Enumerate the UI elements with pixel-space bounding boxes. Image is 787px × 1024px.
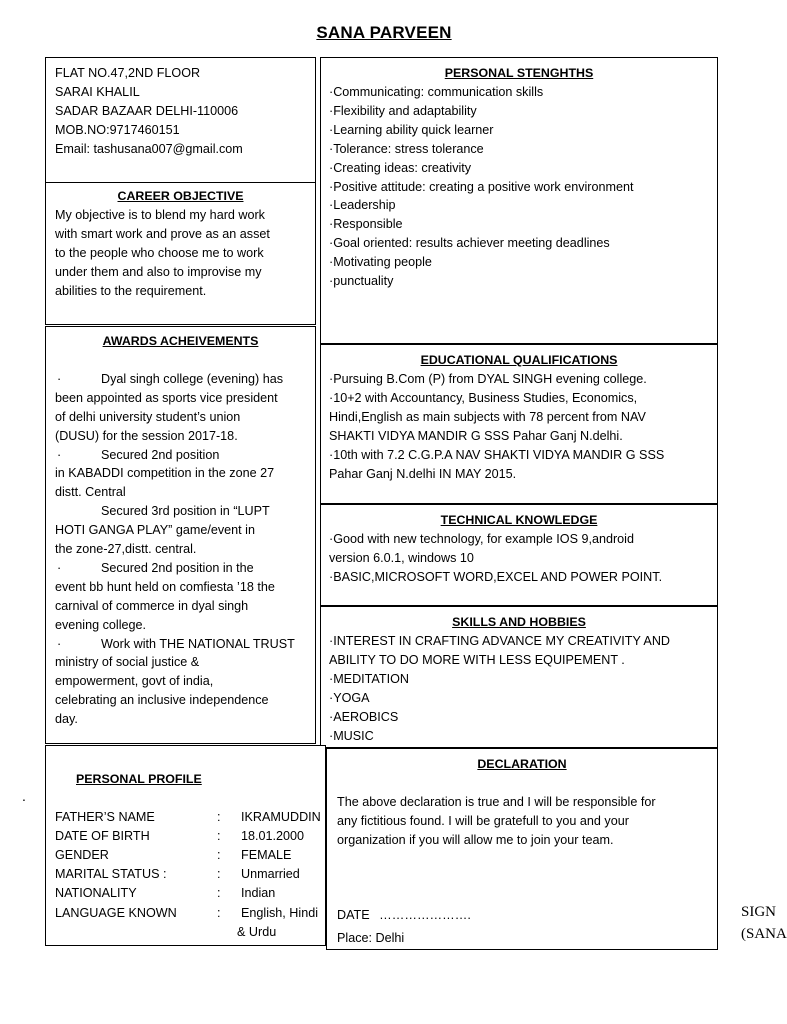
technical-text: ·BASIC,MICROSOFT WORD,EXCEL AND POWER POINT.	[329, 569, 663, 584]
personal-profile-box	[45, 745, 326, 946]
award-text: empowerment, govt of india,	[55, 674, 214, 689]
award-text: (DUSU) for the session 2017-18.	[55, 428, 238, 443]
award-text: celebrating an inclusive independence	[55, 693, 269, 708]
awards-heading: AWARDS ACHEIVEMENTS	[102, 334, 259, 348]
skill-item: ·AEROBICS	[329, 709, 399, 724]
education-text: ·Pursuing B.Com (P) from DYAL SINGH evening college.	[329, 372, 647, 386]
career-objective-heading: CAREER OBJECTIVE	[117, 189, 244, 203]
profile-value: English, Hindi	[241, 906, 319, 920]
signature-name: (SANA	[741, 926, 787, 942]
strength-item: ·Flexibility and adaptability	[329, 103, 477, 118]
career-objective-text: under them and also to improvise my	[55, 264, 262, 279]
address-line: SADAR BAZAAR DELHI-110006	[55, 103, 239, 118]
strength-item: ·Leadership	[329, 198, 396, 213]
profile-value: IKRAMUDDIN	[241, 810, 321, 824]
award-text: event bb hunt held on comfiesta ’18 the	[55, 579, 275, 594]
profile-colon: :	[217, 829, 221, 843]
award-text: Secured 2nd position in the	[101, 560, 254, 575]
profile-value: Unmarried	[241, 867, 300, 881]
awards-box	[45, 326, 316, 744]
skill-item: ·MEDITATION	[329, 671, 409, 686]
address-box	[45, 57, 316, 183]
profile-colon: :	[217, 867, 221, 881]
profile-label: LANGUAGE KNOWN	[55, 906, 177, 920]
profile-colon: :	[217, 848, 221, 862]
award-text: the zone-27,distt. central.	[55, 542, 197, 557]
award-text: been appointed as sports vice president	[55, 390, 278, 405]
education-text: ·10th with 7.2 C.G.P.A NAV SHAKTI VIDYA MANDIR G SSS	[329, 447, 665, 462]
skill-item: ·YOGA	[329, 690, 370, 705]
award-text: Secured 2nd position	[101, 447, 220, 462]
profile-label: MARITAL STATUS :	[55, 867, 167, 881]
technical-knowledge-heading: TECHNICAL KNOWLEDGE	[440, 513, 598, 527]
skill-item: ·MUSIC	[329, 728, 374, 743]
profile-colon: :	[217, 886, 221, 900]
profile-value: Indian	[241, 886, 276, 900]
profile-label: DATE OF BIRTH	[55, 829, 150, 843]
declaration-heading: DECLARATION	[477, 757, 567, 771]
skill-item: ·INTEREST IN CRAFTING ADVANCE MY CREATIVITY AND	[329, 634, 671, 648]
profile-value: FEMALE	[241, 848, 292, 862]
date-label: DATE	[337, 908, 370, 922]
personal-strengths-heading: PERSONAL STENGHTHS	[444, 66, 594, 80]
award-text: in KABADDI competition in the zone 27	[55, 466, 275, 481]
place: Place: Delhi	[337, 931, 405, 945]
education-text: Hindi,English as main subjects with 78 percent from NAV	[329, 409, 646, 424]
technical-text: ·Good with new technology, for example IOS 9,android	[329, 532, 634, 546]
strength-item: ·punctuality	[329, 274, 394, 289]
signature-label: SIGN	[741, 904, 777, 920]
stray-mark: .	[22, 788, 26, 804]
declaration-text: The above declaration is true and I will be responsible for	[337, 795, 656, 809]
career-objective-text: abilities to the requirement.	[55, 283, 207, 298]
strength-item: ·Motivating people	[329, 255, 432, 270]
award-text: evening college.	[55, 617, 147, 632]
education-text: SHAKTI VIDYA MANDIR G SSS Pahar Ganj N.delhi.	[329, 428, 623, 443]
profile-colon: :	[217, 906, 221, 920]
strength-item: ·Responsible	[329, 217, 403, 232]
career-objective-text: with smart work and prove as an asset	[55, 226, 270, 241]
declaration-text: any fictitious found. I will be gratefull to you and your	[337, 813, 629, 828]
technical-text: version 6.0.1, windows 10	[329, 550, 474, 565]
email-address: Email: tashusana007@gmail.com	[55, 141, 243, 156]
strength-item: ·Communicating: communication skills	[329, 85, 544, 99]
profile-language-continuation: & Urdu	[237, 925, 277, 939]
mobile-number: MOB.NO:9717460151	[55, 122, 180, 137]
technical-knowledge-box	[320, 504, 718, 606]
award-item: · Secured 2nd position in KABADDI competition in the zone 27 distt. Central	[55, 446, 315, 503]
skill-item: ABILITY TO DO MORE WITH LESS EQUIPEMENT .	[329, 652, 625, 667]
date-row	[337, 906, 471, 925]
strength-item: ·Tolerance: stress tolerance	[329, 141, 484, 156]
profile-label: GENDER	[55, 848, 109, 862]
profile-value: 18.01.2000	[241, 829, 305, 843]
award-text: of delhi university student’s union	[55, 409, 241, 424]
education-text: Pahar Ganj N.delhi IN MAY 2015.	[329, 466, 517, 481]
career-objective-box	[45, 182, 316, 325]
education-text: ·10+2 with Accountancy, Business Studies, Economics,	[329, 390, 638, 405]
award-text: Secured 3rd position in “LUPT	[101, 504, 270, 519]
award-item: · Work with THE NATIONAL TRUST ministry of social justice & empowerment, govt of india, celebrating an inclusive independence day.	[55, 635, 315, 730]
address-line: SARAI KHALIL	[55, 84, 140, 99]
award-text: HOTI GANGA PLAY” game/event in	[55, 523, 255, 538]
declaration-text: organization if you will allow me to join your team.	[337, 832, 614, 847]
address-line: FLAT NO.47,2ND FLOOR	[55, 66, 201, 80]
personal-profile-heading: PERSONAL PROFILE	[76, 772, 202, 786]
award-text: ministry of social justice &	[55, 655, 200, 670]
date-value: ………………….	[379, 908, 471, 922]
award-item: · Secured 2nd position in the event bb hunt held on comfiesta ’18 the carnival of commerce in dyal singh evening college.	[55, 559, 315, 635]
profile-label: NATIONALITY	[55, 886, 137, 900]
profile-label: FATHER’S NAME	[55, 810, 155, 824]
skills-hobbies-heading: SKILLS AND HOBBIES	[452, 615, 586, 629]
award-item	[55, 502, 315, 559]
strength-item: ·Positive attitude: creating a positive work environment	[329, 179, 634, 194]
strength-item: ·Goal oriented: results achiever meeting deadlines	[329, 236, 610, 251]
career-objective-text: to the people who choose me to work	[55, 245, 264, 260]
award-text: Work with THE NATIONAL TRUST	[101, 636, 295, 651]
award-text: distt. Central	[55, 485, 126, 500]
education-heading: EDUCATIONAL QUALIFICATIONS	[420, 353, 618, 367]
profile-colon: :	[217, 810, 221, 824]
strength-item: ·Creating ideas: creativity	[329, 160, 472, 175]
skills-hobbies-box	[320, 606, 718, 748]
award-item: · Dyal singh college (evening) has been appointed as sports vice president of delhi university student’s union (DUSU) for the session 2017-18.	[55, 370, 315, 446]
education-box	[320, 344, 718, 504]
award-text: Dyal singh college (evening) has	[101, 371, 284, 386]
award-text: day.	[55, 712, 78, 727]
strength-item: ·Learning ability quick learner	[329, 122, 494, 137]
award-text: carnival of commerce in dyal singh	[55, 598, 249, 613]
declaration-box	[326, 748, 718, 950]
page-title: SANA PARVEEN	[316, 23, 452, 42]
personal-strengths-box	[320, 57, 718, 344]
career-objective-text: My objective is to blend my hard work	[55, 208, 265, 222]
